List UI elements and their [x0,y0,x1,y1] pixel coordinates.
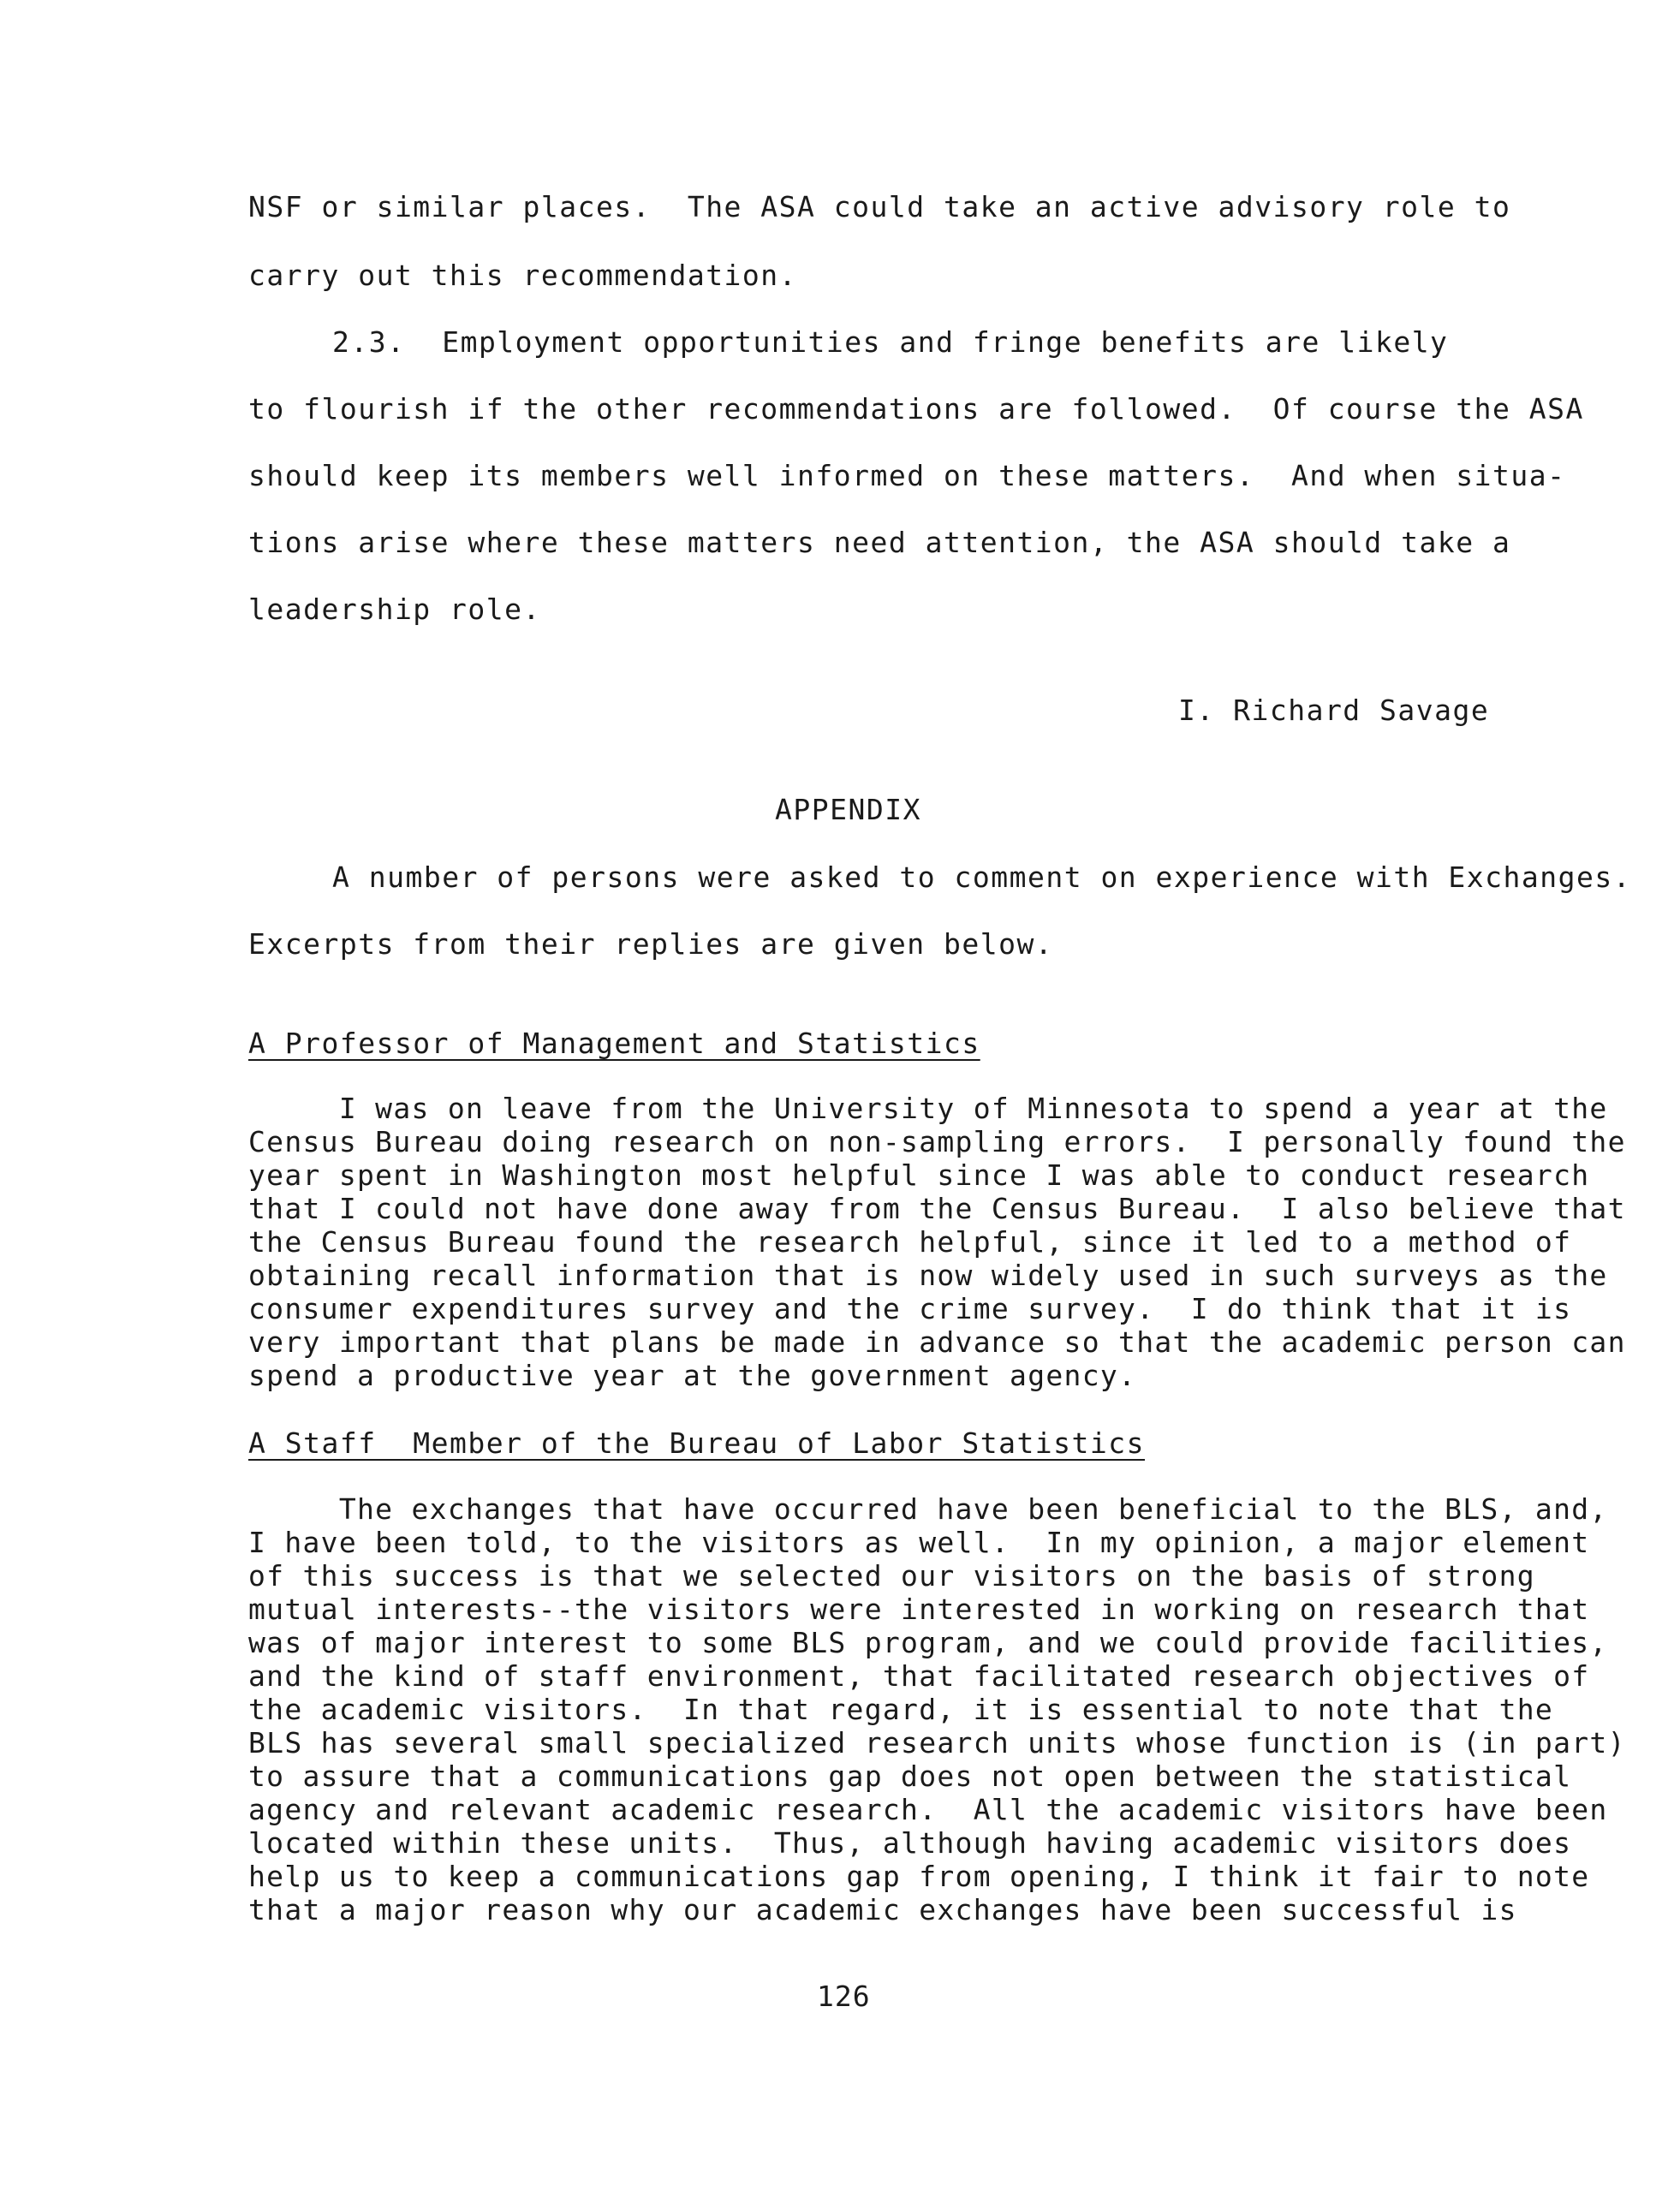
excerpt-line: obtaining recall information that is now widely used in such surveys as the [248,1259,1608,1292]
author-signature: I. Richard Savage [1178,694,1490,727]
text-line: tions arise where these matters need attention, the ASA should take a [248,526,1511,559]
excerpt-line: agency and relevant academic research. All the academic visitors have been [248,1793,1608,1826]
excerpt-line: spend a productive year at the government agency. [248,1359,1137,1392]
text-line: carry out this recommendation. [248,259,798,292]
excerpt-line: was of major interest to some BLS program, and we could provide facilities, [248,1626,1608,1659]
text-line: to flourish if the other recommendations are followed. Of course the ASA [248,392,1584,426]
page-number: 126 [817,1980,871,2013]
excerpt-line: of this success is that we selected our visitors on the basis of strong [248,1559,1535,1593]
excerpt-line: I have been told, to the visitors as well. In my opinion, a major element [248,1526,1590,1559]
excerpt-line: located within these units. Thus, although having academic visitors does [248,1826,1572,1860]
excerpt-line: BLS has several small specialized research units whose function is (in part) [248,1726,1626,1759]
excerpt-line: consumer expenditures survey and the crime survey. I do think that it is [248,1292,1572,1325]
excerpt-line: mutual interests--the visitors were interested in working on research that [248,1593,1590,1626]
text-line: NSF or similar places. The ASA could take an active advisory role to [248,190,1511,223]
excerpt-line: that I could not have done away from the Census Bureau. I also believe that [248,1192,1626,1225]
excerpt-line: I was on leave from the University of Minnesota to spend a year at the [248,1092,1608,1125]
excerpt-line: the Census Bureau found the research helpful, since it led to a method of [248,1225,1572,1259]
excerpt-line: year spent in Washington most helpful since I was able to conduct research [248,1158,1590,1192]
excerpt-line: the academic visitors. In that regard, it is essential to note that the [248,1693,1554,1726]
appendix-title: APPENDIX [775,793,921,826]
text-line: leadership role. [248,592,541,626]
excerpt-line: and the kind of staff environment, that facilitated research objectives of [248,1659,1590,1693]
excerpt-line: very important that plans be made in advance so that the academic person can [248,1325,1626,1359]
appendix-intro-line: A number of persons were asked to comment on experience with Exchanges. [332,860,1632,894]
appendix-intro-line: Excerpts from their replies are given below. [248,927,1054,961]
excerpt-line: help us to keep a communications gap from opening, I think it fair to note [248,1860,1590,1893]
excerpt-line: The exchanges that have occurred have been beneficial to the BLS, and, [248,1492,1608,1526]
excerpt-line: to assure that a communications gap does not open between the statistical [248,1759,1572,1793]
excerpt-line: that a major reason why our academic exchanges have been successful is [248,1893,1517,1926]
excerpt-heading-bls-staff: A Staff Member of the Bureau of Labor Statistics [248,1426,1146,1460]
section-2-3-first-line: 2.3. Employment opportunities and fringe benefits are likely [332,325,1449,359]
text-line: should keep its members well informed on these matters. And when situa- [248,459,1566,492]
excerpt-line: Census Bureau doing research on non-sampling errors. I personally found the [248,1125,1626,1158]
excerpt-heading-professor: A Professor of Management and Statistics [248,1027,980,1060]
